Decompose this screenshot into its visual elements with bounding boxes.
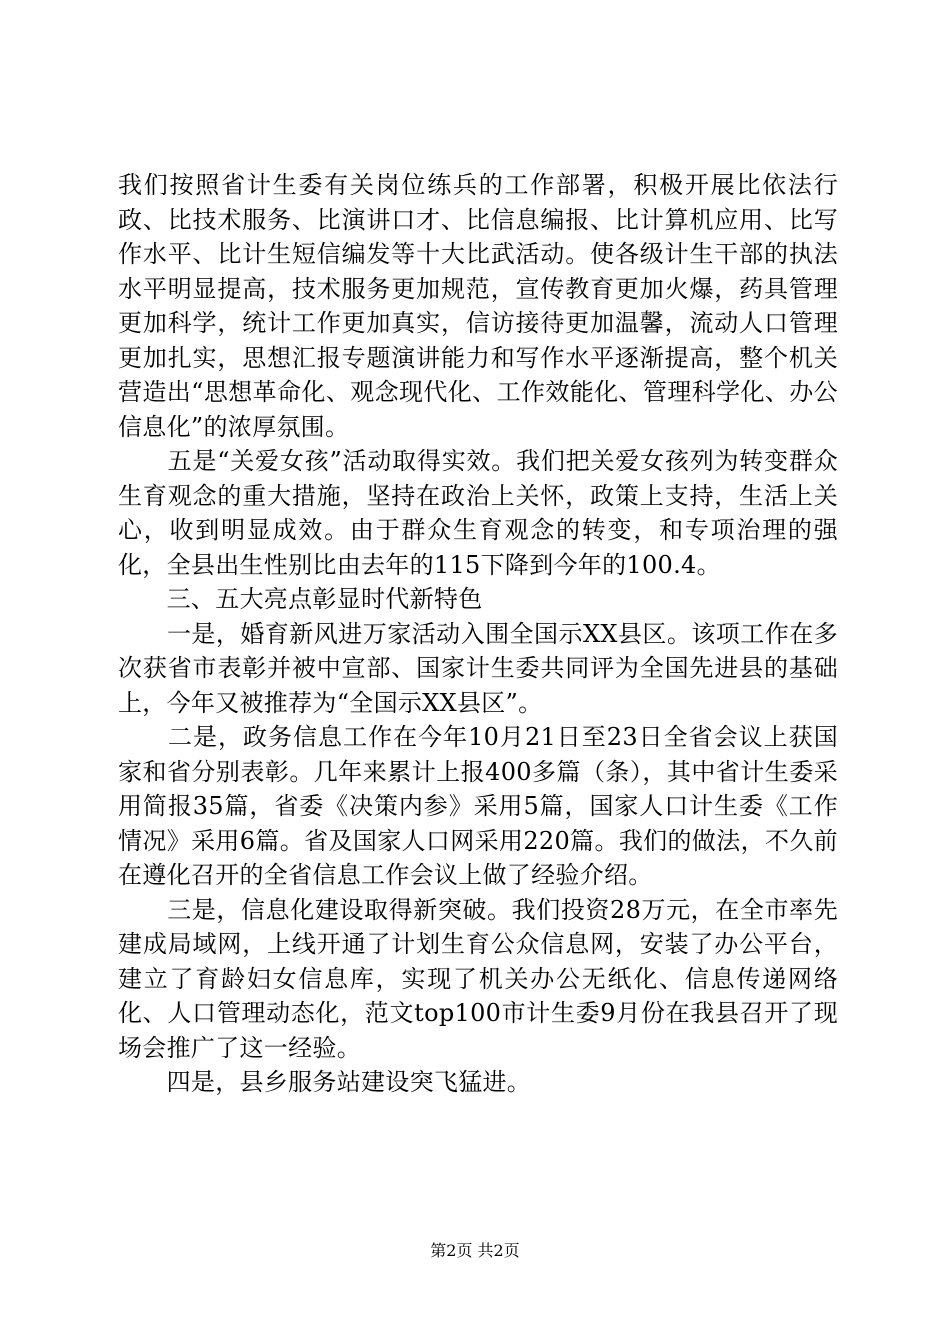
document-body: [118, 168, 838, 1100]
paragraph: 五是“关爱女孩”活动取得实效。我们把关爱女孩列为转变群众生育观念的重大措施，坚持在政治上关怀，政策上支持，生活上关心，收到明显成效。由于群众生育观念的转变，和专项治理的强化，全县出生性别比由去年的115下降到今年的100.4。: [118, 447, 838, 579]
paragraph: 一是，婚育新风进万家活动入围全国示XX县区。该项工作在多次获省市表彰并被中宣部、国家计生委共同评为全国先进县的基础上，今年又被推荐为“全国示XX县区”。: [118, 619, 838, 717]
paragraph: 我们按照省计生委有关岗位练兵的工作部署，积极开展比依法行政、比技术服务、比演讲口才、比信息编报、比计算机应用、比写作水平、比计生短信编发等十大比武活动。使各级计生干部的执法水平明显提高，技术服务更加规范，宣传教育更加火爆，药具管理更加科学，统计工作更加真实，信访接待更加温馨，流动人口管理更加扎实，思想汇报专题演讲能力和写作水平逐渐提高，整个机关营造出“思想革命化、观念现代化、工作效能化、管理科学化、办公信息化”的浓厚氛围。: [118, 171, 838, 441]
page-number-footer: 第2页 共2页: [430, 1241, 520, 1260]
paragraph: 三是，信息化建设取得新突破。我们投资28万元，在全市率先建成局域网，上线开通了计划生育公众信息网，安装了办公平台，建立了育龄妇女信息库，实现了机关办公无纸化、信息传递网络化、人口管理动态化，范文top100市计生委9月份在我县召开了现场会推广了这一经验。: [118, 895, 838, 1062]
paragraph: 二是，政务信息工作在今年10月21日至23日全省会议上获国家和省分别表彰。几年来累计上报400多篇（条），其中省计生委采用简报35篇，省委《决策内参》采用5篇，国家人口计生委《工作情况》采用6篇。省及国家人口网采用220篇。我们的做法，不久前在遵化召开的全省信息工作会议上做了经验介绍。: [118, 723, 838, 889]
section-heading: 三、五大亮点彰显时代新特色: [118, 585, 483, 613]
paragraph: 四是，县乡服务站建设突飞猛进。: [118, 1068, 532, 1096]
